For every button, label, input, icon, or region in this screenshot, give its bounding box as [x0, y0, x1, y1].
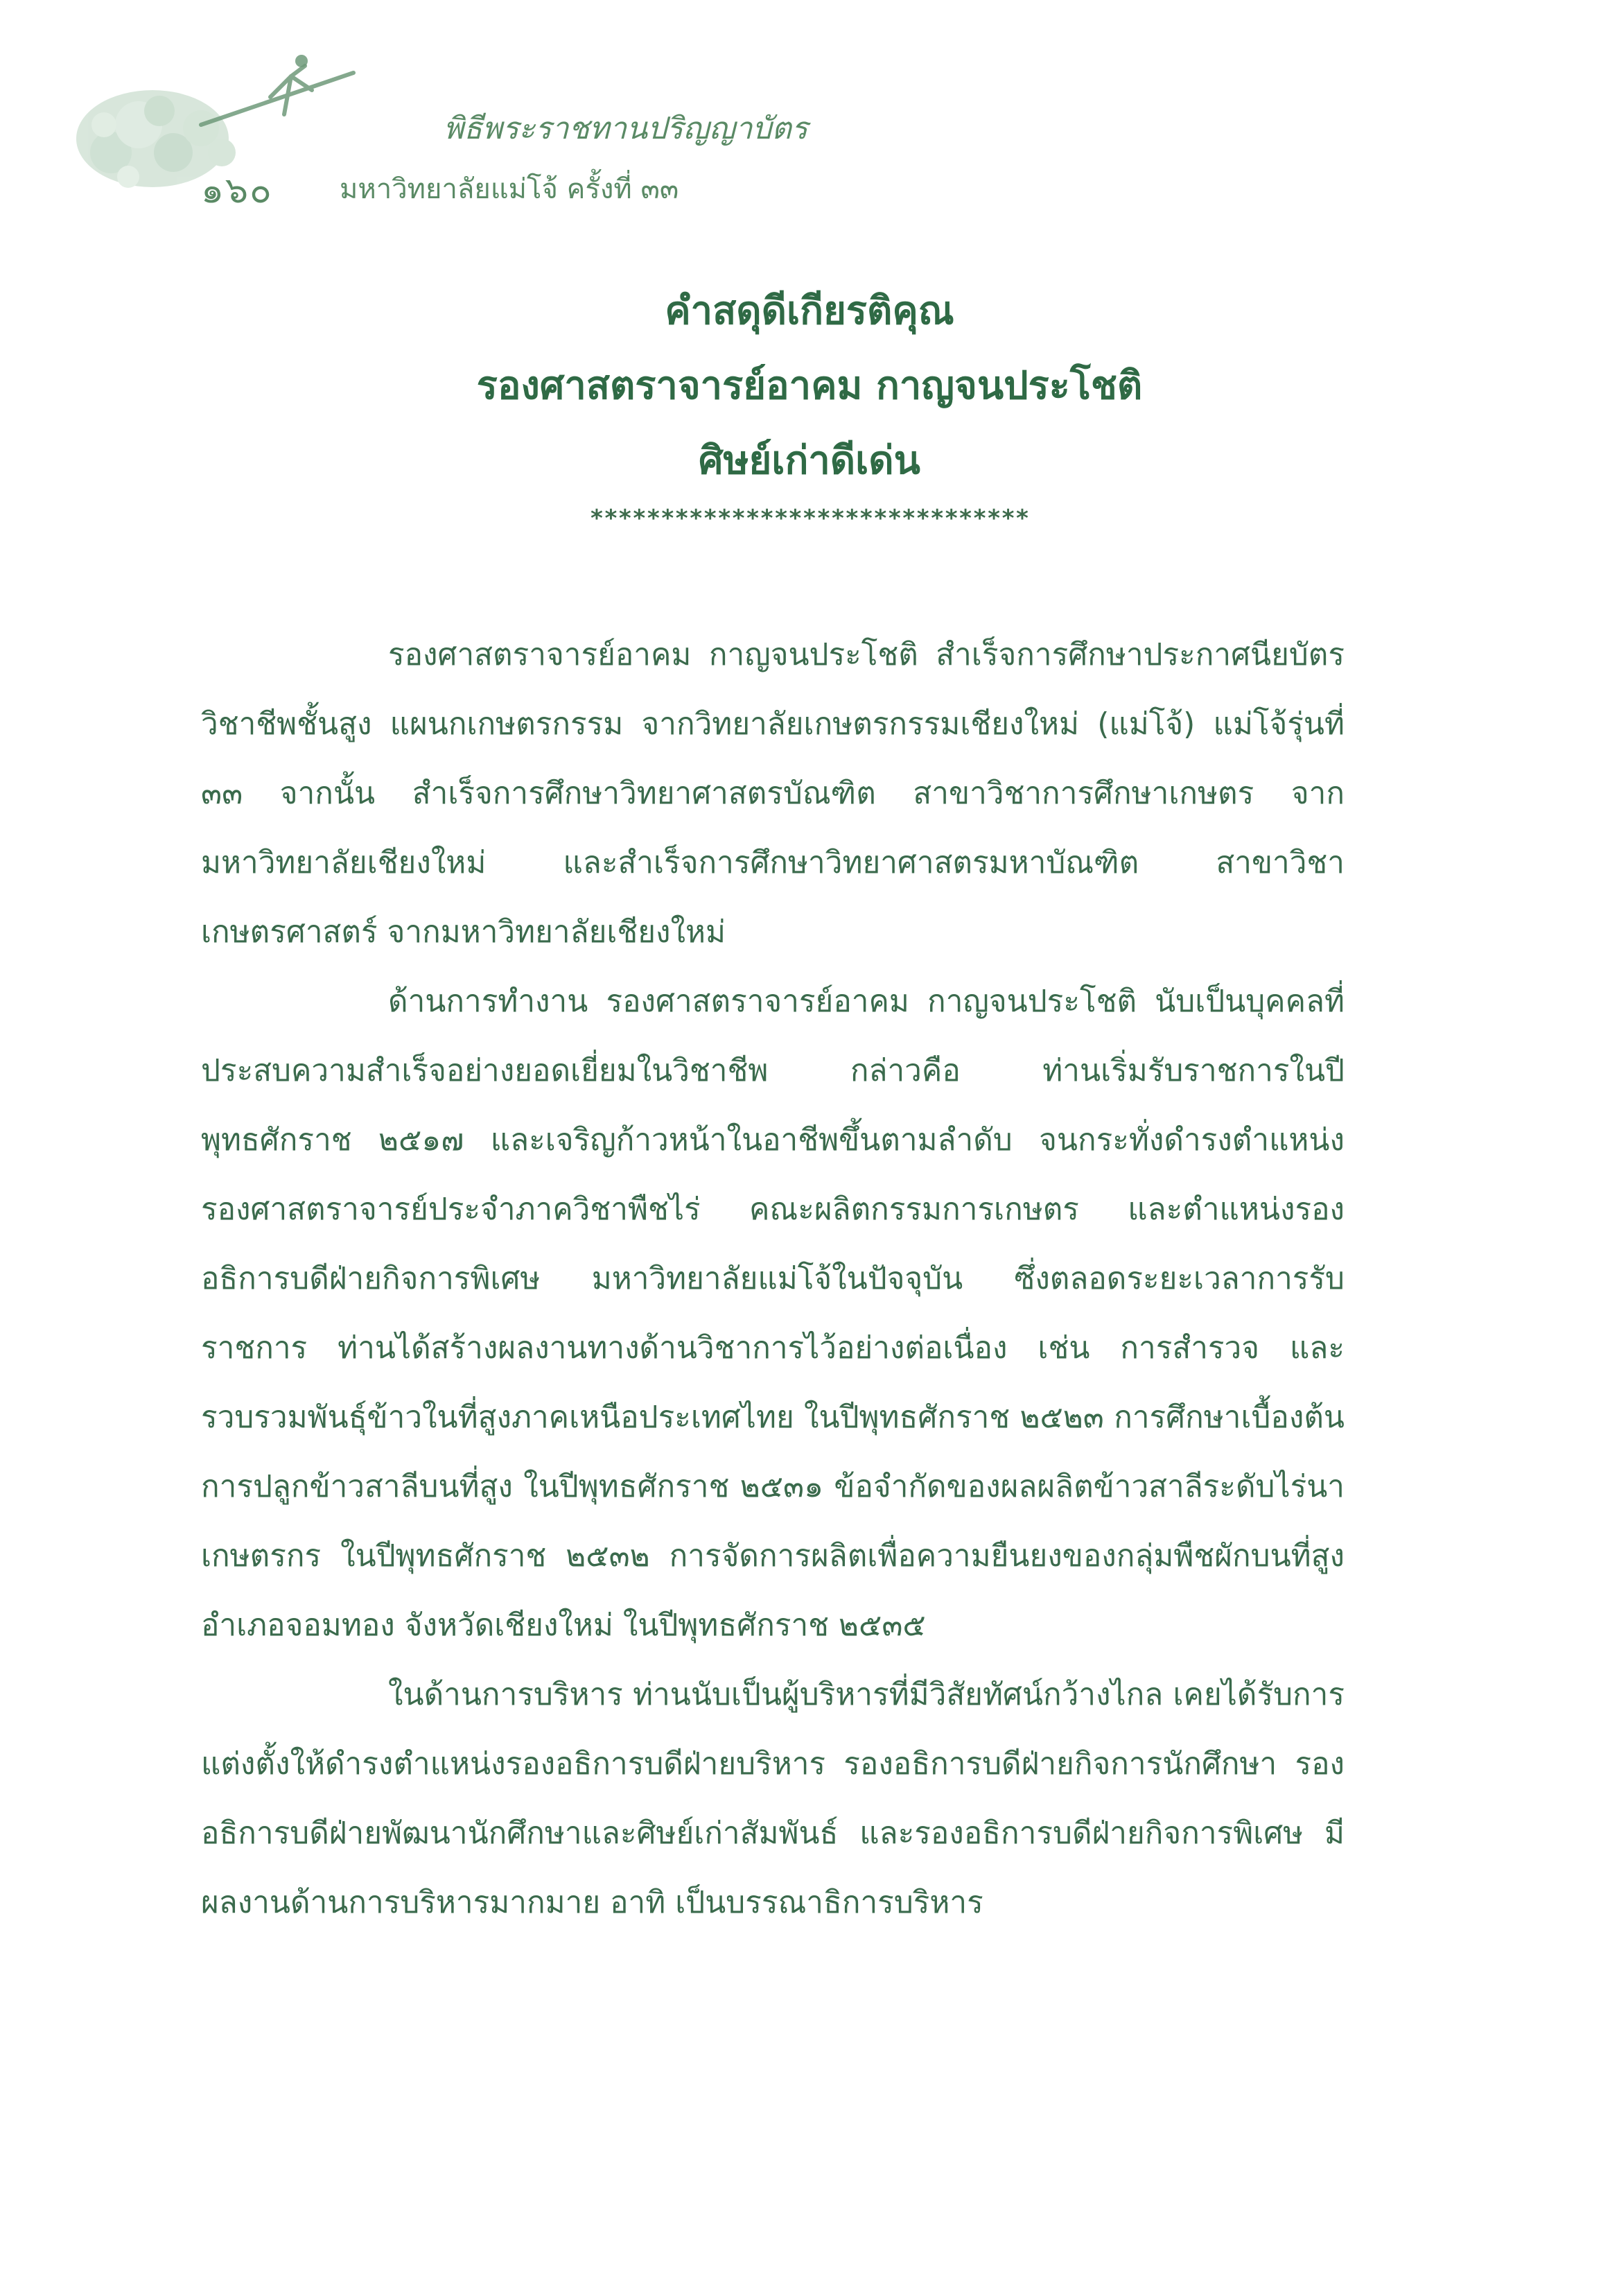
title-honoree-name: รองศาสตราจารย์อาคม กาญจนประโชติ — [476, 363, 1143, 408]
ceremony-title: พิธีพระราชทานปริญญาบัตร — [444, 111, 808, 146]
ceremony-subtitle: มหาวิทยาลัยแม่โจ้ ครั้งที่ ๓๓ — [340, 173, 679, 205]
title-award: ศิษย์เก่าดีเด่น — [699, 438, 920, 483]
title-heading: คำสดุดีเกียรติคุณ — [665, 288, 954, 333]
document-title — [0, 274, 1619, 498]
page-number: ๑๖๐ — [201, 170, 273, 211]
separator-stars: ******************************* — [589, 505, 1030, 532]
paragraph-education: รองศาสตราจารย์อาคม กาญจนประโชติ สำเร็จการศึกษาประกาศนียบัตรวิชาชีพชั้นสูง แผนกเกษตรกรรม จากวิทยาลัยเกษตรกรรมเชียงใหม่ (แม่โจ้) แม่โจ้รุ่นที่ ๓๓ จากนั้น สำเร็จการศึกษาวิทยาศาสตรบัณฑิต สาขาวิชาการศึกษาเกษตร จากมหาวิทยาลัยเชียงใหม่ และสำเร็จการศึกษาวิทยาศาสตรมหาบัณฑิต สาขาวิชาเกษตรศาสตร์ จากมหาวิทยาลัยเชียงใหม่ — [201, 637, 1345, 950]
paragraph-career: ด้านการทำงาน รองศาสตราจารย์อาคม กาญจนประโชติ นับเป็นบุคคลที่ประสบความสำเร็จอย่างยอดเยี่ยมในวิชาชีพ กล่าวคือ ท่านเริ่มรับราชการในปีพุทธศักราช ๒๕๑๗ และเจริญก้าวหน้าในอาชีพขึ้นตามลำดับ จนกระทั่งดำรงตำแหน่ง รองศาสตราจารย์ประจำภาควิชาพืชไร่ คณะผลิตกรรมการเกษตร และตำแหน่งรองอธิการบดีฝ่ายกิจการพิเศษ มหาวิทยาลัยแม่โจ้ในปัจจุบัน ซึ่งตลอดระยะเวลาการรับราชการ ท่านได้สร้างผลงานทางด้านวิชาการไว้อย่างต่อเนื่อง เช่น การสำรวจ และรวบรวมพันธุ์ข้าวในที่สูงภาคเหนือประเทศไทย ในปีพุทธศักราช ๒๕๒๓ การศึกษาเบื้องต้นการปลูกข้าวสาลีบนที่สูง ในปีพุทธศักราช ๒๕๓๑ ข้อจำกัดของผลผลิตข้าวสาลีระดับไร่นาเกษตรกร ในปีพุทธศักราช ๒๕๓๒ การจัดการผลิตเพื่อความยืนยงของกลุ่มพืชผักบนที่สูง อำเภอจอมทอง จังหวัดเชียงใหม่ ในปีพุทธศักราช ๒๕๓๕ — [201, 984, 1345, 1643]
body-text — [201, 620, 1345, 1938]
paragraph-administration: ในด้านการบริหาร ท่านนับเป็นผู้บริหารที่มีวิสัยทัศน์กว้างไกล เคยได้รับการแต่งตั้งให้ดำรงตำแหน่งรองอธิการบดีฝ่ายบริหาร รองอธิการบดีฝ่ายกิจการนักศึกษา รองอธิการบดีฝ่ายพัฒนานักศึกษาและศิษย์เก่าสัมพันธ์ และรองอธิการบดีฝ่ายกิจการพิเศษ มีผลงานด้านการบริหารมากมาย อาทิ เป็นบรรณาธิการบริหาร — [201, 1677, 1345, 1920]
